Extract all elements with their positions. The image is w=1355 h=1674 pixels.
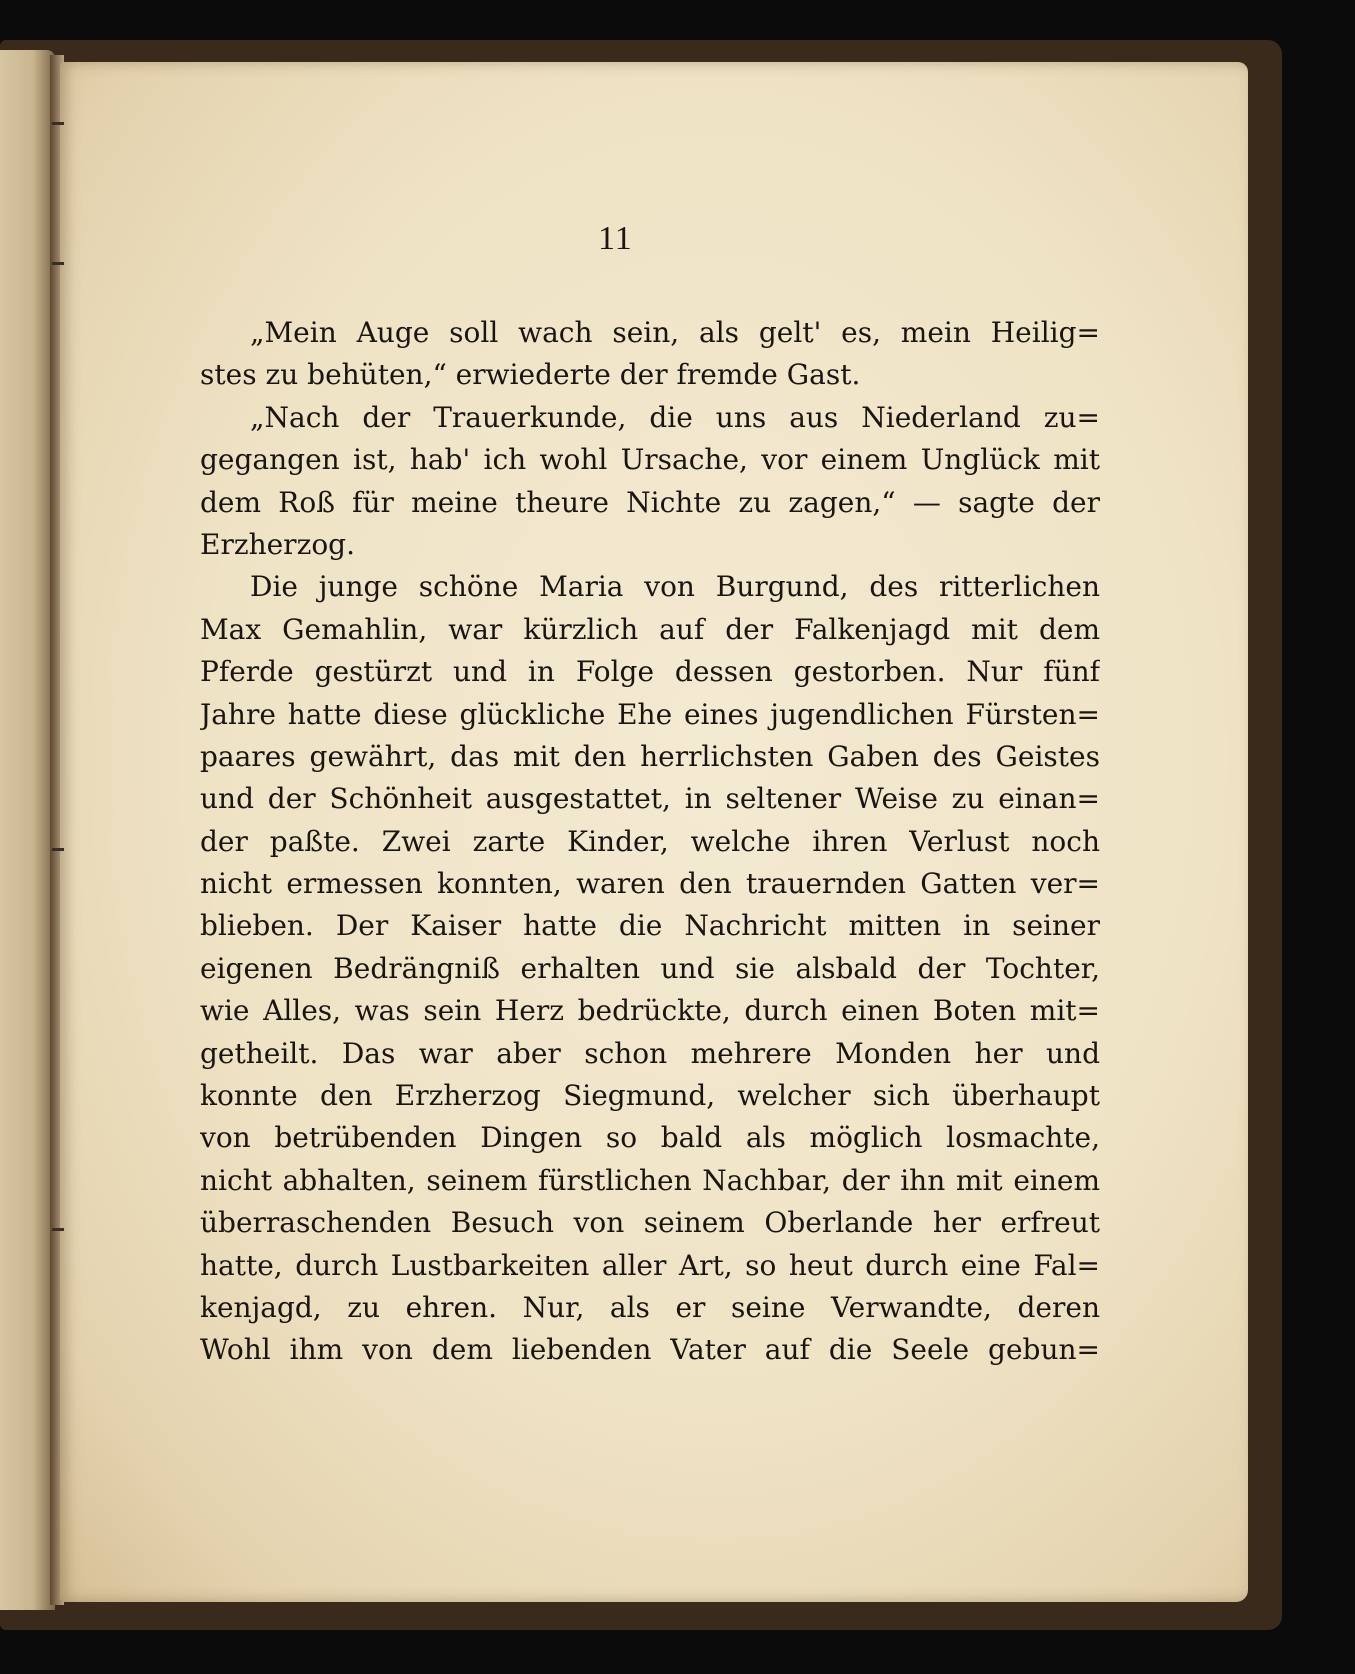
text-line: konnte den Erzherzog Siegmund, welcher sich überhaupt [200,1079,1100,1113]
text-line: „Nach der Trauerkunde, die uns aus Niederland zu= [250,400,1100,434]
text-line: Wohl ihm von dem liebenden Vater auf die Seele gebun= [200,1333,1100,1367]
text-line: paares gewährt, das mit den herrlichsten Gaben des Geistes [200,739,1100,773]
text-line: nicht ermessen konnten, waren den trauernden Gatten ver= [200,867,1100,901]
left-page-edge [0,50,55,1610]
text-line: nicht abhalten, seinem fürstlichen Nachbar, der ihn mit einem [200,1163,1100,1197]
page-edge-mark [52,122,64,125]
text-line: Die junge schöne Maria von Burgund, des ritterlichen [250,570,1100,604]
body-text [200,312,1100,1372]
text-line: Jahre hatte diese glückliche Ehe eines jugendlichen Fürsten= [200,697,1100,731]
text-line: stes zu behüten,“ erwiederte der fremde Gast. [200,358,861,392]
text-line: Pferde gestürzt und in Folge dessen gestorben. Nur fünf [200,655,1100,689]
text-line: hatte, durch Lustbarkeiten aller Art, so heut durch eine Fal= [200,1248,1100,1282]
text-line: eigenen Bedrängniß erhalten und sie alsbald der Tochter, [200,951,1100,985]
text-line: und der Schönheit ausgestattet, in seltener Weise zu einan= [200,782,1100,816]
page-number: 11 [598,220,633,257]
text-line: gegangen ist, hab' ich wohl Ursache, vor einem Unglück mit [200,443,1100,477]
text-line: Erzherzog. [200,527,355,561]
text-line: überraschenden Besuch von seinem Oberlande her erfreut [200,1206,1100,1240]
page-edge-mark [52,848,64,851]
page-edge-mark [52,1228,64,1231]
text-line: der paßte. Zwei zarte Kinder, welche ihren Verlust noch [200,824,1100,858]
text-line: getheilt. Das war aber schon mehrere Monden her und [200,1036,1100,1070]
text-line: blieben. Der Kaiser hatte die Nachricht mitten in seiner [200,909,1100,943]
text-line: von betrübenden Dingen so bald als möglich losmachte, [200,1121,1100,1155]
text-line: wie Alles, was sein Herz bedrückte, durch einen Boten mit= [200,994,1100,1028]
text-line: Max Gemahlin, war kürzlich auf der Falkenjagd mit dem [200,612,1100,646]
text-line: „Mein Auge soll wach sein, als gelt' es, mein Heilig= [250,316,1100,349]
text-line: kenjagd, zu ehren. Nur, als er seine Verwandte, deren [200,1290,1100,1324]
page-edge-mark [52,262,64,265]
text-line: dem Roß für meine theure Nichte zu zagen,“ — sagte der [200,485,1100,519]
